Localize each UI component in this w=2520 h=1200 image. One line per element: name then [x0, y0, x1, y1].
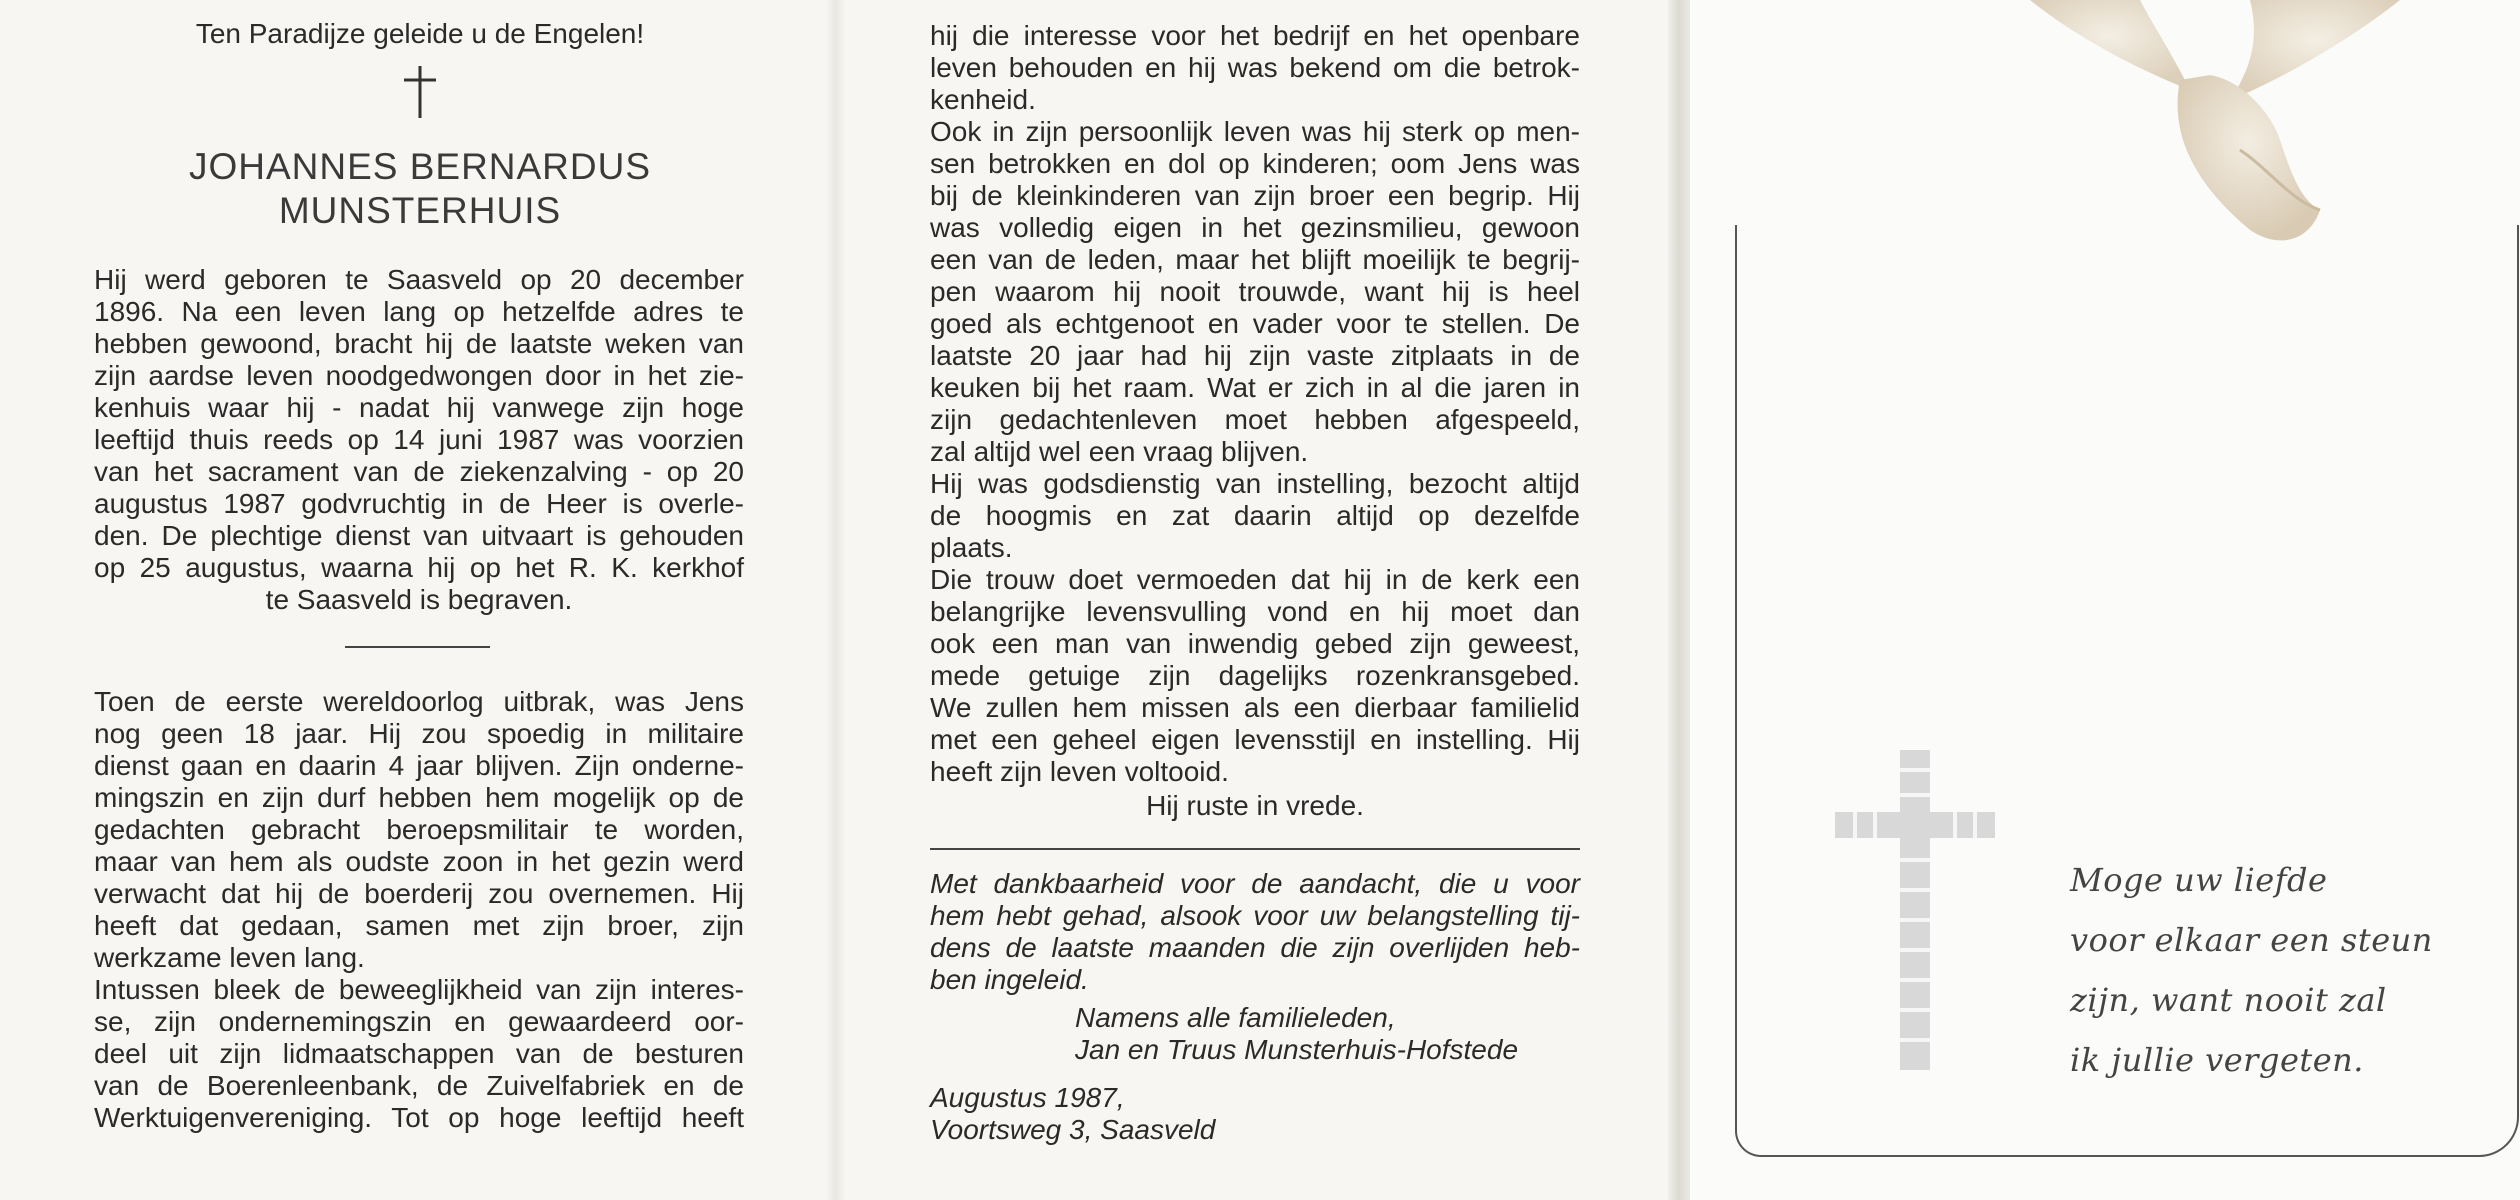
- rest-in-peace-text: Hij ruste in vrede.: [1146, 790, 1364, 821]
- text-line: keuken bij het raam. Wat er zich in al die jaren in: [930, 372, 1580, 403]
- text-line: 1896. Na een leven lang op hetzelfde adres te: [94, 296, 744, 327]
- text-line: den. De plechtige dienst van uitvaart is gehouden: [94, 520, 744, 551]
- text-line: op 25 augustus, waarna hij op het R. K. kerkhof: [94, 552, 744, 583]
- heading-text: Ten Paradijze geleide u de Engelen!: [195, 18, 645, 49]
- biography-paragraph-1: [94, 264, 744, 584]
- cross-icon: [398, 64, 442, 120]
- text-line: belangrijke levensvulling vond en hij moet dan: [930, 596, 1580, 627]
- text-line: se, zijn ondernemingszin en gewaardeerd oor-: [94, 1006, 744, 1037]
- text-line: met een geheel eigen levensstijl en instelling. Hij: [930, 724, 1580, 755]
- text-line: heeft zijn leven voltooid.: [930, 756, 1229, 787]
- text-line: deel uit zijn lidmaatschappen van de besturen: [94, 1038, 744, 1069]
- signature-line-2: Jan en Truus Munsterhuis-Hofstede: [1075, 1034, 1519, 1065]
- poem-line: zijn, want nooit zal: [2070, 981, 2387, 1019]
- text-line: Met dankbaarheid voor de aandacht, die u voor: [930, 868, 1580, 899]
- card-front: [1690, 0, 2520, 1200]
- text-line: van de Boerenleenbank, de Zuivelfabriek en de: [94, 1070, 744, 1101]
- embossed-cross-icon: [1820, 740, 2010, 1080]
- text-line: hij die interesse voor het bedrijf en het openbare: [930, 20, 1580, 51]
- text-line: zijn gedachtenleven moet hebben afgespeeld,: [930, 404, 1580, 435]
- text-line: was volledig eigen in het gezinsmilieu, gewoon: [930, 212, 1580, 243]
- section-divider: [345, 646, 490, 648]
- text-line: augustus 1987 godvruchtig in de Heer is overle-: [94, 488, 744, 519]
- text-line: zal altijd wel een vraag blijven.: [930, 436, 1309, 467]
- text-line: heeft dat gedaan, samen met zijn broer, zijn: [94, 910, 744, 941]
- text-line: leeftijd thuis reeds op 14 juni 1987 was voorzien: [94, 424, 744, 455]
- text-line: mede getuige zijn dagelijks rozenkransgebed.: [930, 660, 1580, 691]
- text-line: ben ingeleid.: [930, 964, 1089, 995]
- deceased-first-names: JOHANNES BERNARDUS: [188, 146, 652, 187]
- text-line: gedachten gebracht beroepsmilitair te worden,: [94, 814, 744, 845]
- text-line: hebben gewoond, bracht hij de laatste weken van: [94, 328, 744, 359]
- text-line: We zullen hem missen als een dierbaar familielid: [930, 692, 1580, 723]
- poem-line: ik jullie vergeten.: [2070, 1041, 2364, 1079]
- poem-line: Moge uw liefde: [2070, 861, 2328, 899]
- text-line: zijn aardse leven noodgedwongen door in het zie-: [94, 360, 744, 391]
- signature-line-1: Namens alle familieleden,: [1075, 1002, 1396, 1033]
- text-line: hem hebt gehad, alsook voor uw belangstelling tij-: [930, 900, 1580, 931]
- biography-continuation: [930, 20, 1580, 788]
- text-line: dens de laatste maanden die zijn overlijden heb-: [930, 932, 1580, 963]
- text-line: laatste 20 jaar had hij zijn vaste zitplaats in de: [930, 340, 1580, 371]
- text-line: leven behouden en hij was bekend om die betrok-: [930, 52, 1580, 83]
- text-line: Die trouw doet vermoeden dat hij in de kerk een: [930, 564, 1580, 595]
- address-line: Voortsweg 3, Saasveld: [930, 1114, 1216, 1145]
- poem-text: [2070, 850, 2433, 1090]
- text-line: nog geen 18 jaar. Hij zou spoedig in militaire: [94, 718, 744, 749]
- page-fold: [826, 0, 844, 1200]
- card-fold: [1668, 0, 1690, 1200]
- text-line: Hij werd geboren te Saasveld op 20 december: [94, 264, 744, 295]
- text-line: de hoogmis en zat daarin altijd op dezelfde: [930, 500, 1580, 531]
- text-line: een van de leden, maar het blijft moeilijk te begrij-: [930, 244, 1580, 275]
- dove-icon: [2020, 0, 2420, 260]
- text-line: sen betrokken en dol op kinderen; oom Jens was: [930, 148, 1580, 179]
- text-line: plaats.: [930, 532, 1013, 563]
- text-line: verwacht dat hij de boerderij zou overnemen. Hij: [94, 878, 744, 909]
- poem-line: voor elkaar een steun: [2070, 921, 2433, 959]
- middle-page: [880, 0, 1660, 1200]
- text-line: van het sacrament van de ziekenzalving - op 20: [94, 456, 744, 487]
- text-line: Intussen bleek de beweeglijkheid van zijn interes-: [94, 974, 744, 1005]
- biography-burial-line: te Saasveld is begraven.: [265, 584, 573, 615]
- text-line: Hij was godsdienstig van instelling, bezocht altijd: [930, 468, 1580, 499]
- text-line: werkzame leven lang.: [94, 942, 365, 973]
- text-line: maar van hem als oudste zoon in het gezin werd: [94, 846, 744, 877]
- text-line: ook een man van inwendig gebed zijn geweest,: [930, 628, 1580, 659]
- left-page: [0, 0, 840, 1200]
- thanks-paragraph: [930, 868, 1580, 996]
- date-line: Augustus 1987,: [930, 1082, 1125, 1113]
- text-line: mingszin en zijn durf hebben hem mogelijk op de: [94, 782, 744, 813]
- text-line: dienst gaan en daarin 4 jaar blijven. Zijn onderne-: [94, 750, 744, 781]
- deceased-surname: MUNSTERHUIS: [278, 190, 562, 231]
- thanks-divider: [930, 848, 1580, 850]
- text-line: Ook in zijn persoonlijk leven was hij sterk op men-: [930, 116, 1580, 147]
- biography-paragraph-2: [94, 686, 744, 1134]
- text-line: kenhuis waar hij - nadat hij vanwege zijn hoge: [94, 392, 744, 423]
- text-line: goed als echtgenoot en vader voor te stellen. De: [930, 308, 1580, 339]
- text-line: Werktuigenvereniging. Tot op hoge leeftijd heeft: [94, 1102, 744, 1133]
- text-line: Toen de eerste wereldoorlog uitbrak, was Jens: [94, 686, 744, 717]
- text-line: kenheid.: [930, 84, 1036, 115]
- text-line: pen waarom hij nooit trouwde, want hij is heel: [930, 276, 1580, 307]
- text-line: bij de kleinkinderen van zijn broer een begrip. Hij: [930, 180, 1580, 211]
